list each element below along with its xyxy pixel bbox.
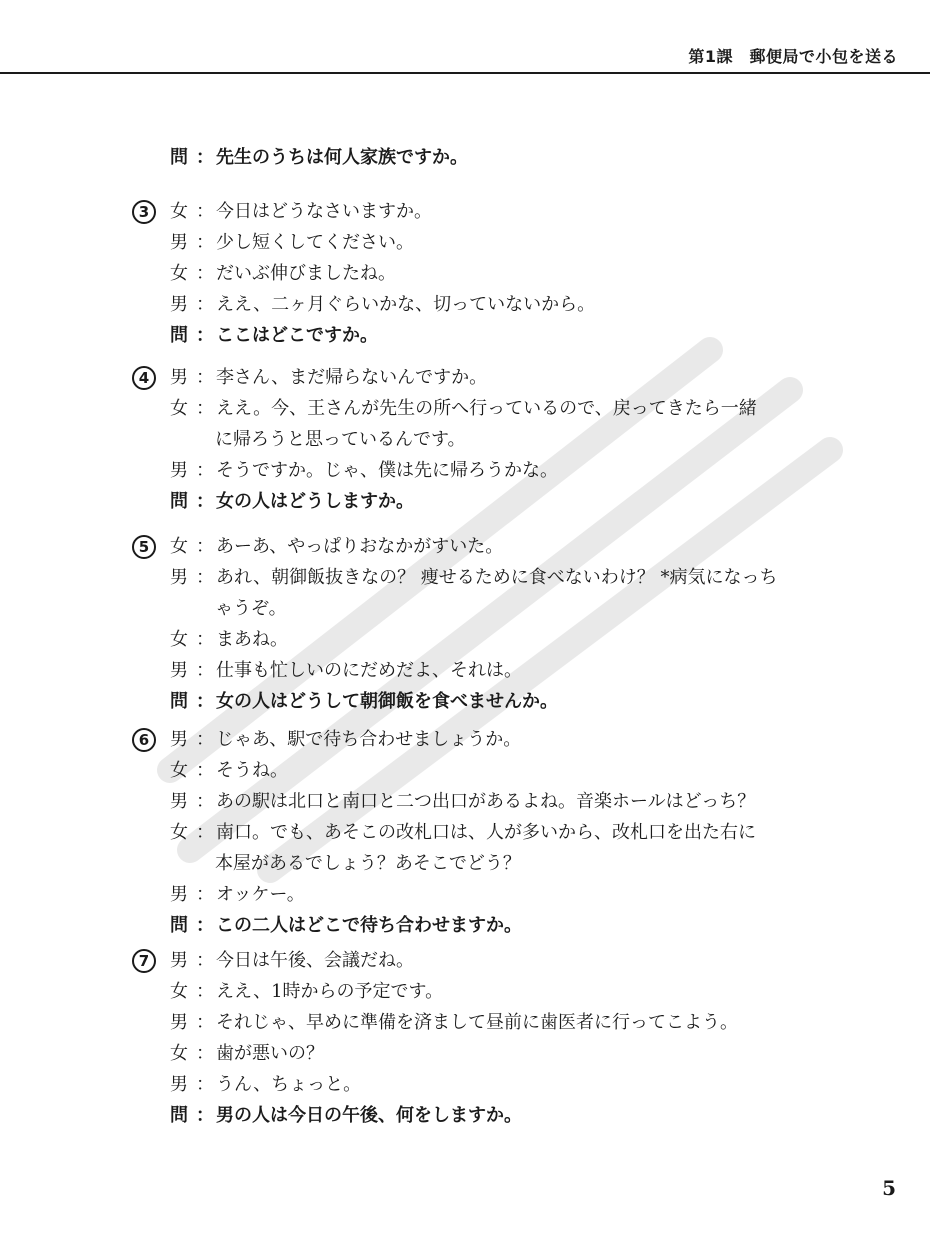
speaker-label: 男 [170, 660, 188, 681]
dialogue-text: 今日は午後、会議だね。 [216, 950, 414, 971]
speaker-label: 男 [170, 791, 188, 812]
speaker-colon: ： [196, 201, 214, 222]
header-rule [0, 72, 930, 74]
speaker-colon: ： [196, 915, 214, 936]
speaker-label: 男 [170, 367, 188, 388]
question-line [170, 487, 414, 517]
speaker-label: 男 [170, 950, 188, 971]
speaker-colon: ： [196, 1105, 214, 1126]
speaker-label: 男 [170, 884, 188, 905]
chapter-title: 第1課 郵便局で小包を送る [688, 47, 898, 66]
dialogue-text: 仕事も忙しいのにだめだよ、それは。 [216, 660, 522, 681]
dialogue-line [170, 818, 756, 848]
speaker-colon: ： [196, 691, 214, 712]
dialogue-line [170, 977, 443, 1007]
dialogue-text: あれ、朝御飯抜きなの？ 痩せるために食べないわけ？ *病気になっち [216, 567, 778, 588]
speaker-colon: ： [196, 367, 214, 388]
speaker-label: 女 [170, 629, 188, 650]
question-label: 問 [170, 691, 188, 712]
speaker-colon: ： [196, 536, 214, 557]
question-text: ここはどこですか。 [216, 325, 378, 346]
speaker-label: 女 [170, 536, 188, 557]
speaker-colon: ： [196, 232, 214, 253]
speaker-label: 男 [170, 294, 188, 315]
dialogue-text: ゃうぞ。 [215, 598, 287, 619]
dialogue-text: あの駅は北口と南口と二つ出口があるよね。音楽ホールはどっち？ [216, 791, 756, 812]
speaker-label: 女 [170, 398, 188, 419]
dialogue-text: 少し短くしてください。 [216, 232, 414, 253]
question-text: 女の人はどうしますか。 [216, 491, 414, 512]
speaker-label: 女 [170, 760, 188, 781]
question-label: 問 [170, 325, 188, 346]
dialogue-text: オッケー。 [216, 884, 305, 905]
speaker-label: 女 [170, 263, 188, 284]
question-label: 問 [170, 491, 188, 512]
question-line [170, 143, 468, 173]
dialogue-line [170, 946, 414, 976]
dialogue-text: それじゃ、早めに準備を済まして昼前に歯医者に行ってこよう。 [216, 1012, 738, 1033]
speaker-colon: ： [196, 325, 214, 346]
question-line [170, 911, 522, 941]
speaker-colon: ： [196, 950, 214, 971]
speaker-label: 女 [170, 981, 188, 1002]
dialogue-line [170, 228, 414, 258]
dialogue-text: うん、ちょっと。 [216, 1074, 362, 1095]
dialogue-text: ええ、二ヶ月ぐらいかな、切っていないから。 [216, 294, 596, 315]
speaker-label: 男 [170, 729, 188, 750]
speaker-colon: ： [196, 729, 214, 750]
speaker-colon: ： [196, 884, 214, 905]
dialogue-line [170, 756, 288, 786]
speaker-colon: ： [196, 1012, 214, 1033]
dialogue-line [170, 394, 757, 424]
question-label: 問 [170, 915, 188, 936]
speaker-colon: ： [196, 791, 214, 812]
question-label: 問 [170, 147, 188, 168]
speaker-colon: ： [196, 822, 214, 843]
dialogue-line [170, 456, 558, 486]
dialogue-text: じゃあ、駅で待ち合わせましょうか。 [216, 729, 522, 750]
speaker-colon: ： [196, 460, 214, 481]
speaker-colon: ： [196, 1043, 214, 1064]
dialogue-continuation [215, 849, 521, 879]
item-number-badge: 3 [132, 200, 156, 224]
speaker-colon: ： [196, 147, 214, 168]
item-number-badge: 5 [132, 535, 156, 559]
dialogue-text: まあね。 [216, 629, 288, 650]
dialogue-text: 今日はどうなさいますか。 [216, 201, 432, 222]
item-number-badge: 4 [132, 366, 156, 390]
dialogue-line [170, 787, 755, 817]
dialogue-line [170, 625, 288, 655]
dialogue-line [170, 1070, 361, 1100]
speaker-colon: ： [196, 294, 214, 315]
question-text: 女の人はどうして朝御飯を食べませんか。 [216, 691, 558, 712]
speaker-label: 男 [170, 1074, 188, 1095]
dialogue-line [170, 1008, 738, 1038]
dialogue-text: 南口。でも、あそこの改札口は、人が多いから、改札口を出た右に [216, 822, 756, 843]
page-header [0, 0, 930, 74]
speaker-colon: ： [196, 629, 214, 650]
speaker-label: 男 [170, 232, 188, 253]
dialogue-line [170, 532, 503, 562]
dialogue-line [170, 1039, 324, 1069]
question-label: 問 [170, 1105, 188, 1126]
dialogue-text: あーあ、やっぱりおなかがすいた。 [216, 536, 504, 557]
speaker-label: 男 [170, 1012, 188, 1033]
speaker-colon: ： [196, 981, 214, 1002]
dialogue-text: だいぶ伸びましたね。 [216, 263, 396, 284]
dialogue-line [170, 197, 432, 227]
dialogue-text: そうですか。じゃ、僕は先に帰ろうかな。 [216, 460, 558, 481]
speaker-colon: ： [196, 1074, 214, 1095]
dialogue-text: 歯が悪いの？ [216, 1043, 324, 1064]
dialogue-line [170, 563, 778, 593]
speaker-label: 女 [170, 201, 188, 222]
dialogue-text: 本屋があるでしょう？あそこでどう？ [215, 853, 521, 874]
speaker-colon: ： [196, 760, 214, 781]
dialogue-text: ええ。今、王さんが先生の所へ行っているので、戻ってきたら一緒 [216, 398, 757, 419]
dialogue-line [170, 363, 487, 393]
dialogue-text: そうね。 [216, 760, 288, 781]
question-text: この二人はどこで待ち合わせますか。 [216, 915, 522, 936]
speaker-label: 男 [170, 460, 188, 481]
dialogue-text: に帰ろうと思っているんです。 [215, 429, 466, 450]
dialogue-continuation [215, 594, 287, 624]
dialogue-line [170, 259, 396, 289]
question-line [170, 687, 558, 717]
speaker-label: 女 [170, 1043, 188, 1064]
dialogue-line [170, 656, 522, 686]
dialogue-line [170, 290, 595, 320]
speaker-label: 男 [170, 567, 188, 588]
dialogue-continuation [215, 425, 466, 455]
dialogue-line [170, 725, 521, 755]
question-text: 男の人は今日の午後、何をしますか。 [216, 1105, 522, 1126]
speaker-colon: ： [196, 660, 214, 681]
item-number-badge: 6 [132, 728, 156, 752]
question-text: 先生のうちは何人家族ですか。 [216, 147, 468, 168]
item-number-badge: 7 [132, 949, 156, 973]
question-line [170, 321, 378, 351]
speaker-colon: ： [196, 567, 214, 588]
page-number: 5 [882, 1176, 896, 1200]
speaker-colon: ： [196, 398, 214, 419]
dialogue-text: 李さん、まだ帰らないんですか。 [216, 367, 488, 388]
dialogue-line [170, 880, 305, 910]
speaker-label: 女 [170, 822, 188, 843]
question-line [170, 1101, 522, 1131]
dialogue-text: ええ、1時からの予定です。 [216, 981, 444, 1002]
speaker-colon: ： [196, 491, 214, 512]
speaker-colon: ： [196, 263, 214, 284]
